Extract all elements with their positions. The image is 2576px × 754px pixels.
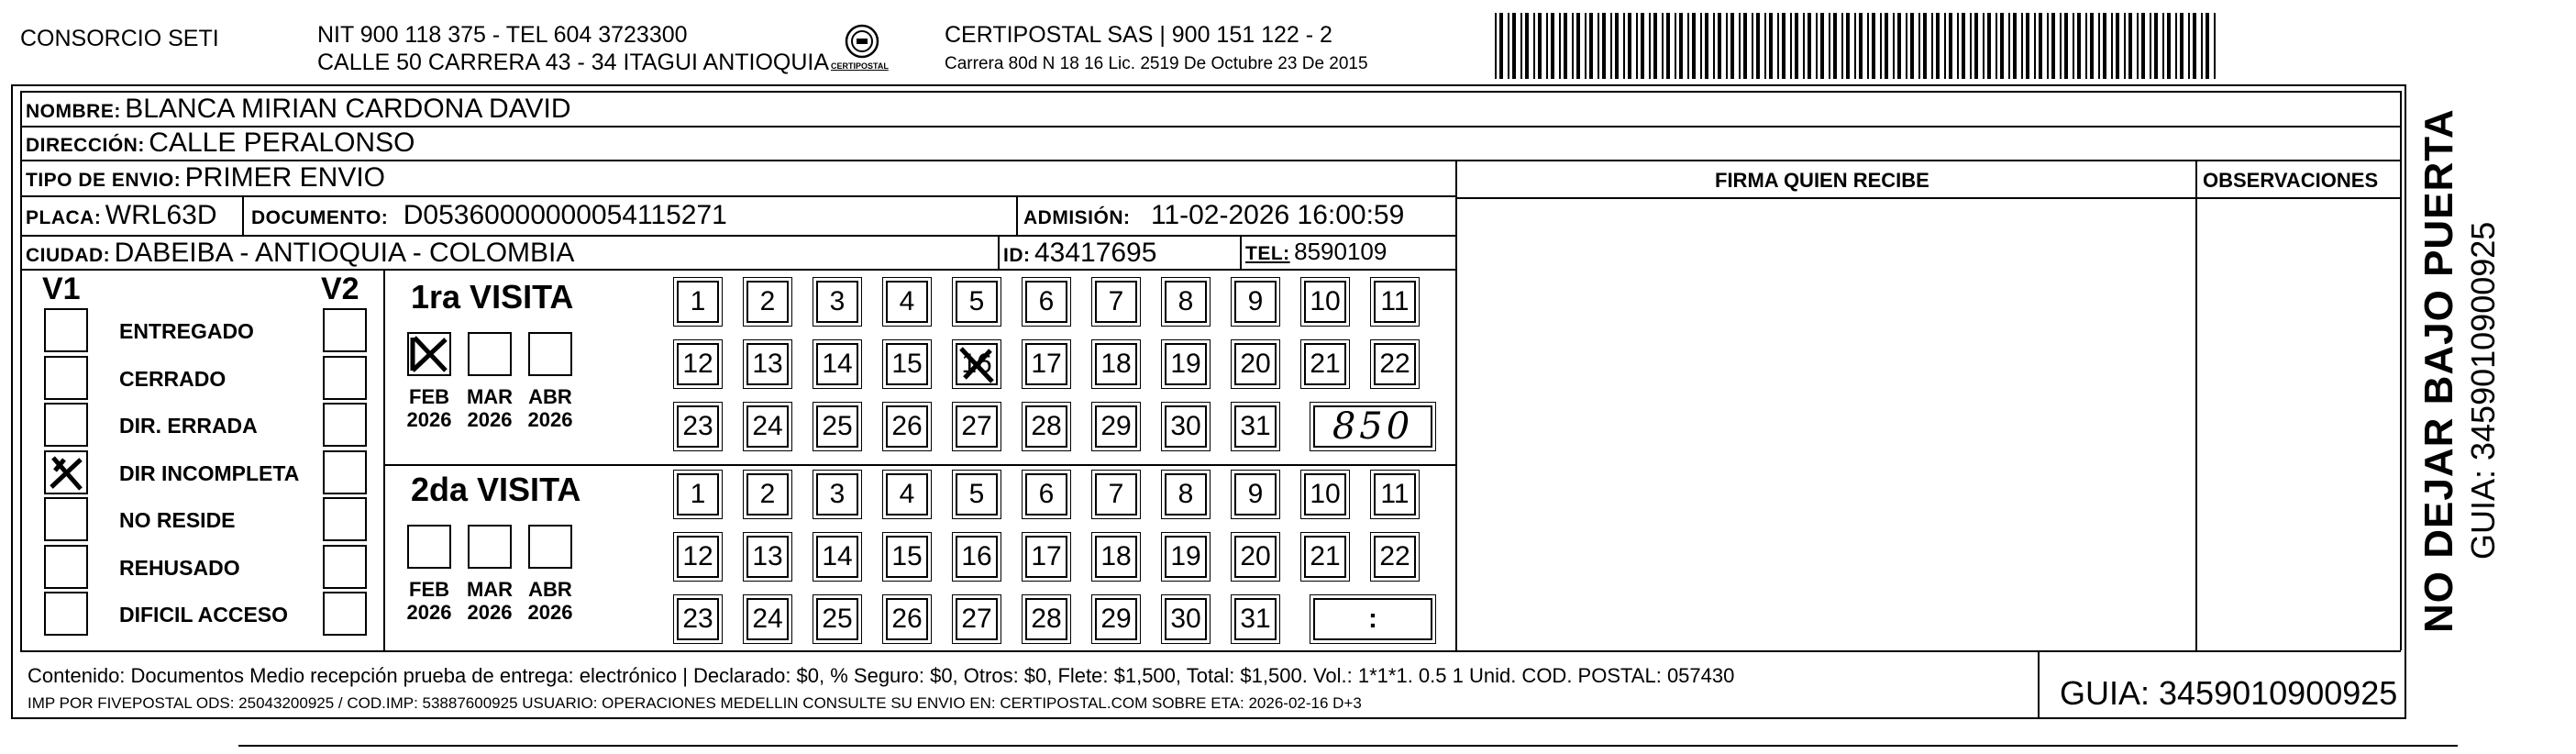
footer-guia: GUIA: 3459010900925: [2060, 674, 2398, 712]
month-year: 2026: [406, 408, 452, 432]
day-box[interactable]: [746, 281, 789, 323]
id-value: 43417695: [1034, 238, 1157, 268]
day-box[interactable]: [1095, 405, 1137, 448]
day-number: 21: [1310, 541, 1341, 571]
day-box[interactable]: [886, 343, 928, 385]
v1-checkbox[interactable]: [44, 308, 88, 352]
admision-value: 11-02-2026 16:00:59: [1150, 200, 1405, 230]
handwritten-mark-icon: [956, 343, 998, 385]
day-number: 8: [1177, 286, 1194, 316]
day-number: 18: [1100, 349, 1132, 379]
no-dejar-warning: NO DEJAR BAJO PUERTA: [2416, 108, 2461, 633]
month-name: ABR: [528, 578, 572, 601]
day-number: 6: [1038, 286, 1055, 316]
time-separator: :: [1368, 604, 1377, 634]
day-number: 17: [1031, 541, 1062, 571]
day-box[interactable]: [816, 343, 858, 385]
day-number: 16: [961, 349, 992, 379]
month-year: 2026: [467, 601, 513, 625]
month-year: 2026: [527, 601, 573, 625]
status-option-label: DIR INCOMPLETA: [119, 460, 300, 485]
month-checkbox[interactable]: [528, 332, 572, 376]
day-number: 1: [690, 286, 706, 316]
day-box[interactable]: [886, 473, 928, 516]
barcode-icon: [1495, 13, 2219, 79]
v1-checkbox[interactable]: [44, 403, 88, 447]
day-box[interactable]: [746, 473, 789, 516]
month-name: FEB: [409, 385, 449, 408]
day-box[interactable]: [746, 405, 789, 448]
month-year: 2026: [406, 601, 452, 625]
day-number: 15: [891, 349, 923, 379]
day-box[interactable]: [1165, 281, 1207, 323]
day-box[interactable]: [1025, 405, 1067, 448]
v1-checkbox[interactable]: [44, 356, 88, 400]
month-checkbox[interactable]: [468, 525, 512, 569]
day-number: 27: [961, 604, 992, 634]
direccion-label: DIRECCIÓN:: [26, 135, 145, 156]
day-box[interactable]: [1165, 405, 1207, 448]
day-number: 10: [1310, 286, 1341, 316]
day-box[interactable]: [1304, 281, 1346, 323]
day-number: 7: [1108, 286, 1124, 316]
day-number: 8: [1177, 479, 1194, 509]
nombre-value: BLANCA MIRIAN CARDONA DAVID: [125, 94, 571, 124]
day-number: 29: [1100, 411, 1132, 441]
day-number: 23: [682, 411, 713, 441]
day-box[interactable]: [1374, 343, 1416, 385]
day-number: 12: [682, 541, 713, 571]
imp-text: IMP POR FIVEPOSTAL ODS: 25043200925 / COD.IMP: 53887600925 USUARIO: OPERACIONES MEDELLIN CONSULTE SU ENVIO EN: CERTIPOSTAL.COM SOBRE ETA: 2026-02-16 D+3: [28, 694, 1362, 712]
day-number: 2: [759, 479, 776, 509]
day-box[interactable]: [1095, 536, 1137, 578]
documento-label: DOCUMENTO:: [251, 207, 389, 228]
v2-label: V2: [321, 272, 359, 306]
observaciones-header: OBSERVACIONES: [2203, 169, 2379, 192]
v2-checkbox[interactable]: [323, 450, 367, 494]
day-number: 10: [1310, 479, 1341, 509]
day-box[interactable]: [1025, 473, 1067, 516]
day-number: 5: [968, 286, 985, 316]
v1-checkbox[interactable]: [44, 497, 88, 541]
day-box[interactable]: [816, 405, 858, 448]
company-name: CONSORCIO SETI: [20, 26, 219, 51]
status-option-label: REHUSADO: [119, 555, 240, 580]
day-box[interactable]: [1025, 281, 1067, 323]
v1-checkbox[interactable]: [44, 545, 88, 589]
day-box[interactable]: [956, 473, 998, 516]
month-name: MAR: [466, 385, 514, 408]
month-name: ABR: [528, 385, 572, 408]
status-option-label: CERRADO: [119, 366, 227, 391]
day-number: 20: [1240, 541, 1271, 571]
month-label: [462, 385, 517, 432]
day-box[interactable]: [816, 598, 858, 640]
day-number: 3: [829, 479, 846, 509]
day-number: 30: [1170, 604, 1201, 634]
day-number: 30: [1170, 411, 1201, 441]
day-box[interactable]: [956, 598, 998, 640]
day-number: 1: [690, 479, 706, 509]
day-number: 26: [891, 411, 923, 441]
day-number: 16: [961, 541, 992, 571]
day-box[interactable]: [677, 473, 719, 516]
day-box[interactable]: [886, 281, 928, 323]
status-option-label: DIFICIL ACCESO: [119, 603, 289, 626]
v2-checkbox[interactable]: [323, 308, 367, 352]
day-box[interactable]: [956, 536, 998, 578]
address-line: CALLE 50 CARRERA 43 - 34 ITAGUI ANTIOQUIA: [317, 50, 830, 75]
day-number: 13: [752, 541, 783, 571]
day-number: 9: [1247, 479, 1264, 509]
day-number: 3: [829, 286, 846, 316]
day-number: 11: [1380, 286, 1410, 316]
side-guia: GUIA: 3459010900925: [2464, 221, 2502, 560]
day-box[interactable]: [746, 343, 789, 385]
day-number: 19: [1170, 349, 1201, 379]
month-label: [402, 385, 457, 432]
day-number: 31: [1240, 604, 1271, 634]
placa-label: PLACA:: [26, 207, 102, 228]
v2-checkbox[interactable]: [323, 545, 367, 589]
day-box[interactable]: [1095, 473, 1137, 516]
tel-label: TEL:: [1245, 243, 1290, 264]
day-box[interactable]: [816, 536, 858, 578]
month-year: 2026: [527, 408, 573, 432]
nit-line: NIT 900 118 375 - TEL 604 3723300: [317, 22, 688, 48]
v2-checkbox[interactable]: [323, 592, 367, 636]
admision-label: ADMISIÓN:: [1023, 207, 1131, 228]
month-label: [462, 578, 517, 625]
day-box[interactable]: [816, 473, 858, 516]
time-box[interactable]: [1313, 598, 1432, 640]
month-checkbox[interactable]: [468, 332, 512, 376]
status-option-label: NO RESIDE: [119, 508, 236, 532]
day-box[interactable]: [1025, 598, 1067, 640]
day-number: 27: [961, 411, 992, 441]
day-box[interactable]: [1095, 281, 1137, 323]
day-box[interactable]: [677, 343, 719, 385]
visit2-title: 2da VISITA: [411, 471, 581, 508]
day-box[interactable]: [1234, 536, 1277, 578]
month-checkbox[interactable]: [528, 525, 572, 569]
day-box[interactable]: [816, 281, 858, 323]
v1-label: V1: [42, 272, 81, 306]
ciudad-value: DABEIBA - ANTIOQUIA - COLOMBIA: [114, 238, 575, 268]
ciudad-label: CIUDAD:: [26, 245, 111, 266]
day-box[interactable]: [746, 598, 789, 640]
day-box[interactable]: [1304, 343, 1346, 385]
day-box[interactable]: [886, 598, 928, 640]
day-box[interactable]: [1165, 343, 1207, 385]
day-number: 22: [1379, 541, 1410, 571]
day-box[interactable]: [677, 405, 719, 448]
day-number: 2: [759, 286, 776, 316]
day-number: 31: [1240, 411, 1271, 441]
status-option-label: DIR. ERRADA: [119, 414, 258, 438]
day-number: 13: [752, 349, 783, 379]
day-number: 24: [752, 604, 783, 634]
certipostal-logo: [825, 22, 899, 75]
month-label: [523, 578, 578, 625]
day-number: 17: [1031, 349, 1062, 379]
month-checkbox[interactable]: [407, 332, 451, 376]
day-number: 24: [752, 411, 783, 441]
day-box[interactable]: [1234, 343, 1277, 385]
month-checkbox[interactable]: [407, 525, 451, 569]
day-box[interactable]: [1025, 343, 1067, 385]
day-box[interactable]: [1304, 473, 1346, 516]
day-number: 11: [1380, 479, 1410, 509]
day-box[interactable]: [956, 343, 998, 385]
day-box[interactable]: [1234, 405, 1277, 448]
day-number: 15: [891, 541, 923, 571]
id-label: ID:: [1003, 245, 1031, 266]
day-number: 9: [1247, 286, 1264, 316]
v1-checkbox[interactable]: [44, 592, 88, 636]
tel-value: 8590109: [1294, 238, 1388, 265]
day-box[interactable]: [1374, 536, 1416, 578]
side-text: [2412, 92, 2522, 642]
day-number: 26: [891, 604, 923, 634]
day-box[interactable]: [677, 281, 719, 323]
day-box[interactable]: [886, 536, 928, 578]
day-number: 20: [1240, 349, 1271, 379]
day-number: 4: [899, 479, 915, 509]
placa-value: WRL63D: [105, 200, 217, 230]
day-number: 6: [1038, 479, 1055, 509]
day-box[interactable]: [677, 536, 719, 578]
tipo-envio-value: PRIMER ENVIO: [184, 162, 386, 193]
license-line: Carrera 80d N 18 16 Lic. 2519 De Octubre 23 De 2015: [945, 54, 1368, 73]
month-year: 2026: [467, 408, 513, 432]
month-name: FEB: [409, 578, 449, 601]
day-box[interactable]: [1234, 473, 1277, 516]
day-box[interactable]: [1374, 281, 1416, 323]
day-number: 19: [1170, 541, 1201, 571]
day-box[interactable]: [1234, 281, 1277, 323]
firma-header: FIRMA QUIEN RECIBE: [1715, 169, 1929, 192]
handwritten-time: 850: [1332, 405, 1414, 448]
time-box[interactable]: [1313, 405, 1432, 448]
direccion-value: CALLE PERALONSO: [149, 128, 415, 158]
day-number: 14: [822, 541, 853, 571]
day-box[interactable]: [956, 281, 998, 323]
day-box[interactable]: [1165, 473, 1207, 516]
day-number: 22: [1379, 349, 1410, 379]
month-label: [402, 578, 457, 625]
month-label: [523, 385, 578, 432]
day-box[interactable]: [1095, 343, 1137, 385]
v2-checkbox[interactable]: [323, 356, 367, 400]
contenido-text: Contenido: Documentos Medio recepción prueba de entrega: electrónico | Declarado: $0, % Seguro: $0, Otros: $0, Flete: $1,500, Total: $1,500. Vol.: 1*1*1. 0.5 1 Unid. COD. POSTAL: 057430: [28, 664, 1735, 687]
day-box[interactable]: [1374, 473, 1416, 516]
day-box[interactable]: [886, 405, 928, 448]
day-number: 7: [1108, 479, 1124, 509]
v2-checkbox[interactable]: [323, 497, 367, 541]
day-box[interactable]: [1234, 598, 1277, 640]
day-box[interactable]: [1304, 536, 1346, 578]
visit1-title: 1ra VISITA: [411, 278, 574, 316]
day-number: 28: [1031, 604, 1062, 634]
v2-checkbox[interactable]: [323, 403, 367, 447]
day-number: 5: [968, 479, 985, 509]
certipostal-line: CERTIPOSTAL SAS | 900 151 122 - 2: [945, 22, 1332, 48]
day-box[interactable]: [677, 598, 719, 640]
day-box[interactable]: [1025, 536, 1067, 578]
day-number: 4: [899, 286, 915, 316]
day-box[interactable]: [1165, 598, 1207, 640]
handwritten-x-icon: [409, 334, 449, 374]
day-box[interactable]: [1095, 598, 1137, 640]
day-box[interactable]: [1165, 536, 1207, 578]
day-number: 21: [1310, 349, 1341, 379]
barcode: [1495, 13, 2219, 79]
day-number: 14: [822, 349, 853, 379]
day-box[interactable]: [956, 405, 998, 448]
day-number: 29: [1100, 604, 1132, 634]
logo-caption: CERTIPOSTAL: [831, 61, 889, 71]
day-number: 25: [822, 604, 853, 634]
documento-value: D05360000000054115271: [403, 200, 727, 230]
handwritten-x-icon: [46, 452, 86, 493]
month-name: MAR: [466, 578, 514, 601]
day-box[interactable]: [746, 536, 789, 578]
tipo-envio-label: TIPO DE ENVIO:: [26, 170, 182, 191]
status-option-label: ENTREGADO: [119, 319, 254, 343]
v1-checkbox[interactable]: [44, 450, 88, 494]
day-number: 12: [682, 349, 713, 379]
nombre-label: NOMBRE:: [26, 101, 121, 122]
day-number: 18: [1100, 541, 1132, 571]
day-number: 23: [682, 604, 713, 634]
day-number: 28: [1031, 411, 1062, 441]
day-number: 25: [822, 411, 853, 441]
